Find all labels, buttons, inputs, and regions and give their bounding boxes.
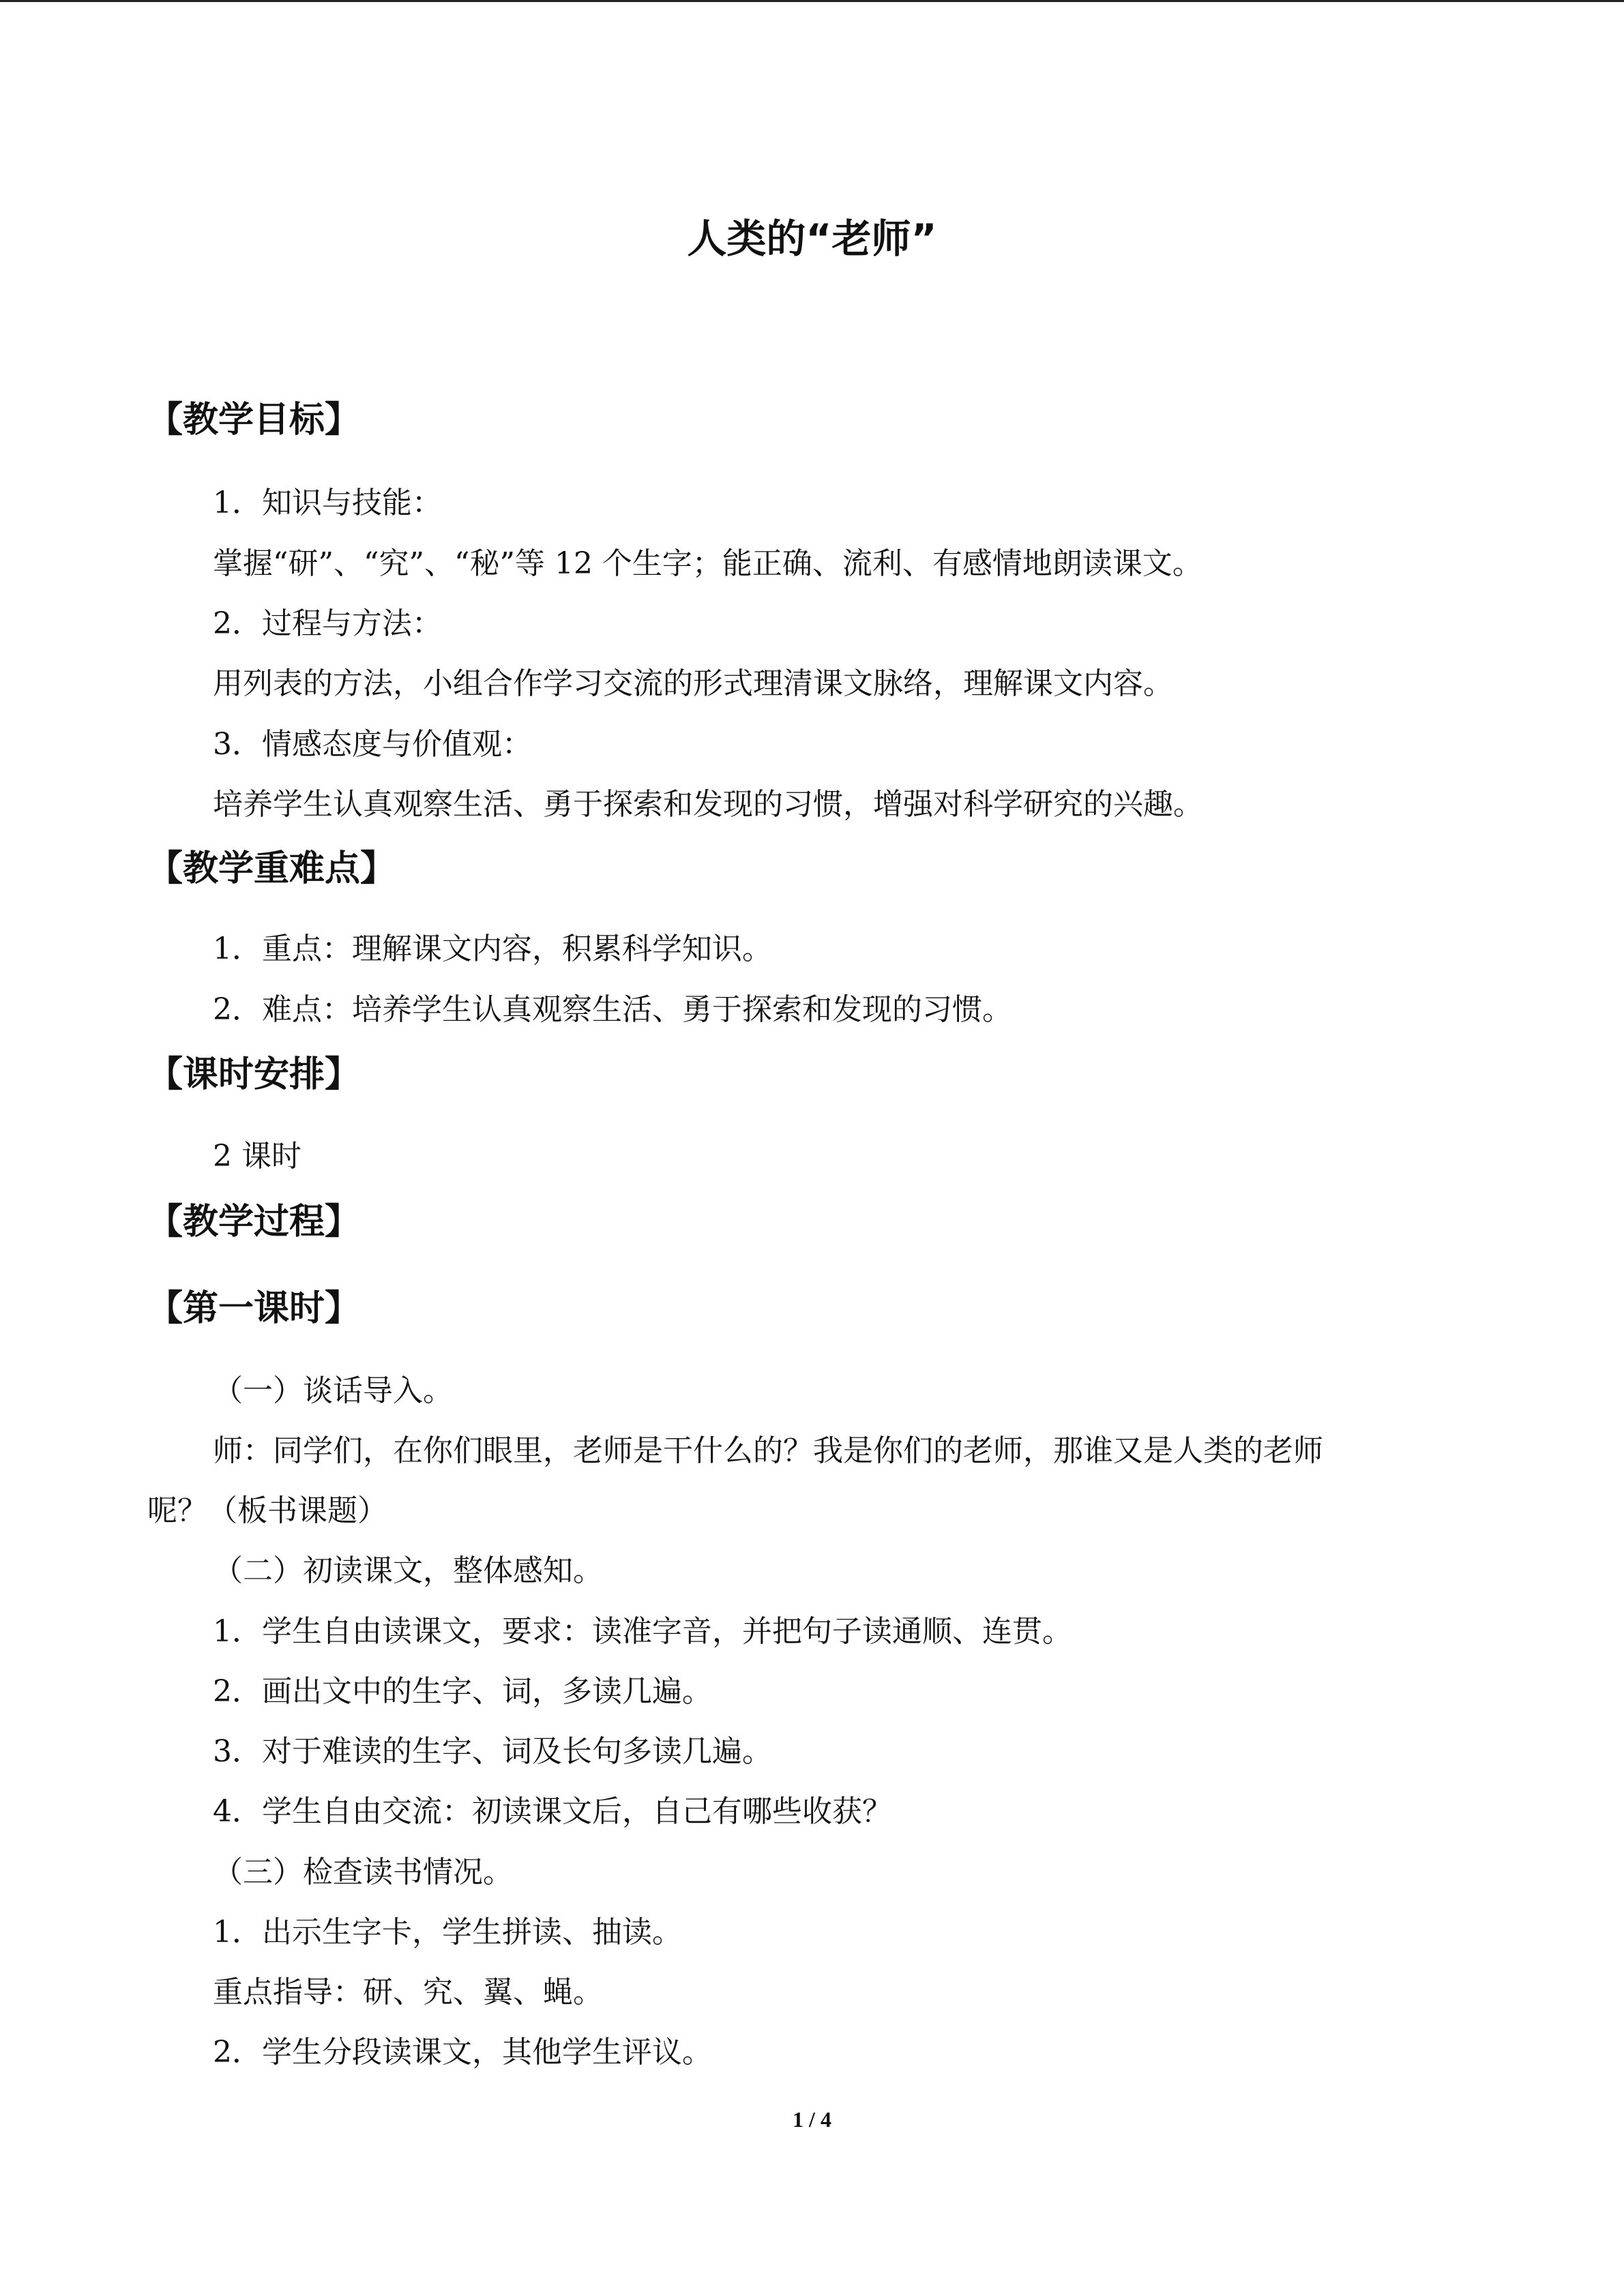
objective-3-text: 培养学生认真观察生活、勇于探索和发现的习惯，增强对科学研究的兴趣。: [213, 787, 1203, 822]
lesson-1-check-2: 2．学生分段读课文，其他学生评议。: [213, 2035, 712, 2070]
key-point-1: 1．重点：理解课文内容，积累科学知识。: [213, 931, 772, 966]
schedule-text: 2 课时: [213, 1139, 301, 1174]
heading-schedule: 【课时安排】: [147, 1054, 361, 1095]
objective-2-text: 用列表的方法，小组合作学习交流的形式理清课文脉络，理解课文内容。: [213, 666, 1173, 701]
heading-objectives: 【教学目标】: [147, 400, 361, 441]
lesson-1-step-2: （二）初读课文，整体感知。: [213, 1553, 603, 1588]
objective-2-label: 2．过程与方法：: [213, 606, 442, 641]
lesson-1-step-3: （三）检查读书情况。: [213, 1855, 513, 1890]
lesson-1-item-3: 3．对于难读的生字、词及长句多读几遍。: [213, 1734, 772, 1769]
lesson-1-check-1: 1．出示生字卡，学生拼读、抽读。: [213, 1915, 682, 1950]
objective-3-label: 3．情感态度与价值观：: [213, 727, 532, 762]
heading-lesson-1: 【第一课时】: [147, 1288, 361, 1329]
lesson-1-dialog-line-2: 呢？（板书课题）: [147, 1493, 387, 1528]
heading-process: 【教学过程】: [147, 1202, 361, 1242]
lesson-1-item-1: 1．学生自由读课文，要求：读准字音，并把句子读通顺、连贯。: [213, 1614, 1072, 1649]
lesson-1-step-1: （一）谈话导入。: [213, 1373, 453, 1408]
page-number: 1 / 4: [793, 2107, 831, 2132]
lesson-1-item-4: 4．学生自由交流：初读课文后，自己有哪些收获？: [213, 1794, 892, 1829]
heading-key-points: 【教学重难点】: [147, 848, 396, 889]
lesson-1-item-2: 2．画出文中的生字、词，多读几遍。: [213, 1674, 712, 1709]
objective-1-text: 掌握“研”、“究”、“秘”等 12 个生字；能正确、流利、有感情地朗读课文。: [213, 546, 1202, 581]
lesson-1-guidance: 重点指导：研、究、翼、蝇。: [213, 1975, 603, 2010]
document-title: 人类的“老师”: [687, 215, 937, 262]
lesson-1-dialog-line-1: 师：同学们，在你们眼里，老师是干什么的？我是你们的老师，那谁又是人类的老师: [213, 1433, 1323, 1468]
objective-1-label: 1．知识与技能：: [213, 486, 442, 520]
key-point-2: 2．难点：培养学生认真观察生活、勇于探索和发现的习惯。: [213, 992, 1012, 1027]
